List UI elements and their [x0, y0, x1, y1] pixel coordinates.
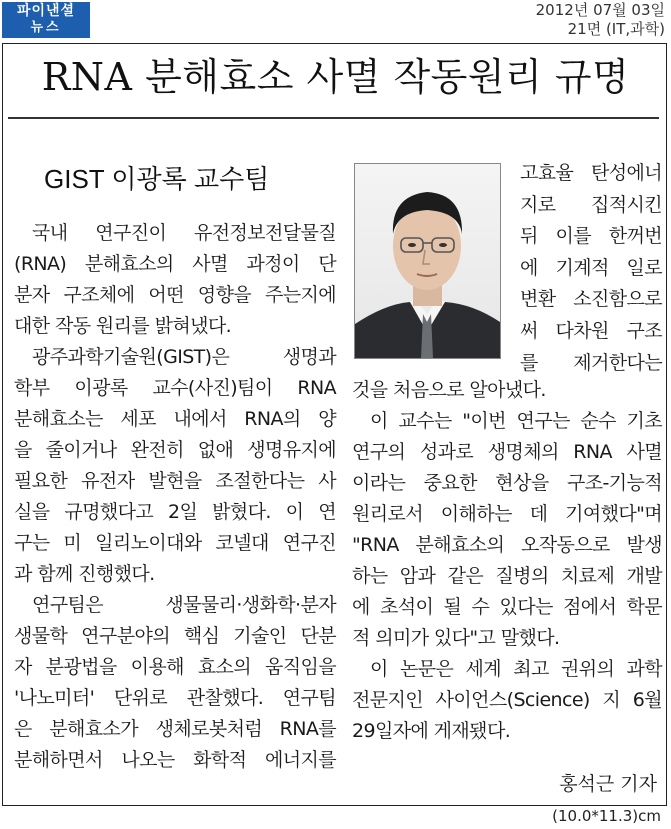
body-line: "RNA 분해효소의 오작동으로 발생: [352, 534, 662, 556]
body-line: 국내 연구진이 유전정보전달물질: [32, 222, 336, 244]
body-line: 써 다차원 구조: [520, 319, 662, 342]
body-line: 뒤 이를 한꺼번: [520, 225, 662, 248]
headline-divider: [8, 117, 659, 119]
article-subhead: GIST 이광록 교수팀: [44, 164, 270, 194]
body-line: 을 줄이거나 완전히 없애 생명유지에: [14, 439, 336, 461]
body-line: 대한 작동 원리를 밝혀냈다.: [14, 315, 232, 337]
body-line: 29일자에 게재됐다.: [352, 720, 511, 742]
page-section: 21면 (IT,과학): [567, 20, 665, 38]
body-line: 이 교수는 "이번 연구는 순수 기초: [370, 410, 662, 432]
newspaper-logo: [2, 2, 90, 38]
logo-line1: 파이낸셜: [16, 3, 76, 19]
body-column-wrap: [520, 158, 662, 379]
body-line: 에 기계적 일로: [520, 256, 662, 279]
body-line: 지로 집적시킨: [520, 193, 662, 216]
body-line: 를 제거한다는: [520, 351, 662, 374]
body-line: 고효율 탄성에너: [520, 162, 662, 184]
body-line: 분해하면서 나오는 화학적 에너지를: [14, 749, 336, 771]
article-headline: RNA 분해효소 사멸 작동원리 규명: [41, 55, 630, 99]
body-line: 광주과학기술원(GIST)은 생명과: [32, 346, 336, 368]
portrait-photo: [354, 163, 501, 359]
body-line: 연구팀은 생물물리·생화학·분자: [32, 594, 336, 616]
body-line: '나노미터' 단위로 관찰했다. 연구팀: [14, 687, 336, 709]
body-line: 실을 규명했다고 2일 밝혔다. 이 연: [14, 501, 336, 523]
body-line: 구는 미 일리노이대와 코넬대 연구진: [14, 532, 336, 554]
body-line: 자 분광법을 이용해 효소의 움직임을: [14, 656, 336, 678]
logo-line2: 뉴스: [30, 20, 62, 35]
body-line: 학부 이광록 교수(사진)팀이 RNA: [14, 377, 336, 399]
body-line: 적 의미가 있다"고 말했다.: [352, 627, 560, 649]
body-line: 연구의 성과로 생명체의 RNA 사멸: [352, 441, 662, 463]
body-line: 과 함께 진행했다.: [14, 563, 155, 585]
body-line: 필요한 유전자 발현을 조절한다는 사: [14, 470, 336, 492]
body-line: 분자 구조체에 어떤 영향을 주는지에: [14, 284, 336, 306]
body-line: 변환 소진함으로: [520, 288, 662, 311]
body-column-left: [14, 218, 336, 776]
body-line: 이 논문은 세계 최고 권위의 과학: [370, 658, 662, 680]
body-line: 원리로서 이해하는 데 기여했다"며: [352, 503, 662, 525]
body-line: 전문지인 사이언스(Science) 지 6월: [352, 689, 662, 711]
body-line: (RNA) 분해효소의 사멸 과정이 단: [14, 253, 336, 275]
body-line: 하는 암과 같은 질병의 치료제 개발: [352, 565, 662, 587]
body-line: 분해효소는 세포 내에서 RNA의 양: [14, 408, 336, 430]
body-line: 은 분해효소가 생체로봇처럼 RNA를: [14, 718, 336, 740]
clipping-size: (10.0*11.3)cm: [552, 807, 661, 825]
body-line: 에 초석이 될 수 있다는 점에서 학문: [352, 596, 662, 618]
body-line: 이라는 중요한 현상을 구조-기능적: [352, 472, 662, 494]
body-line: 것을 처음으로 알아냈다.: [352, 379, 546, 401]
clipping-meta: [536, 1, 665, 39]
body-line: 생물학 연구분야의 핵심 기술인 단분: [14, 625, 336, 647]
byline: 홍석근 기자: [559, 773, 657, 795]
publish-date: 2012년 07월 03일: [535, 1, 665, 19]
body-column-right: [352, 375, 662, 747]
